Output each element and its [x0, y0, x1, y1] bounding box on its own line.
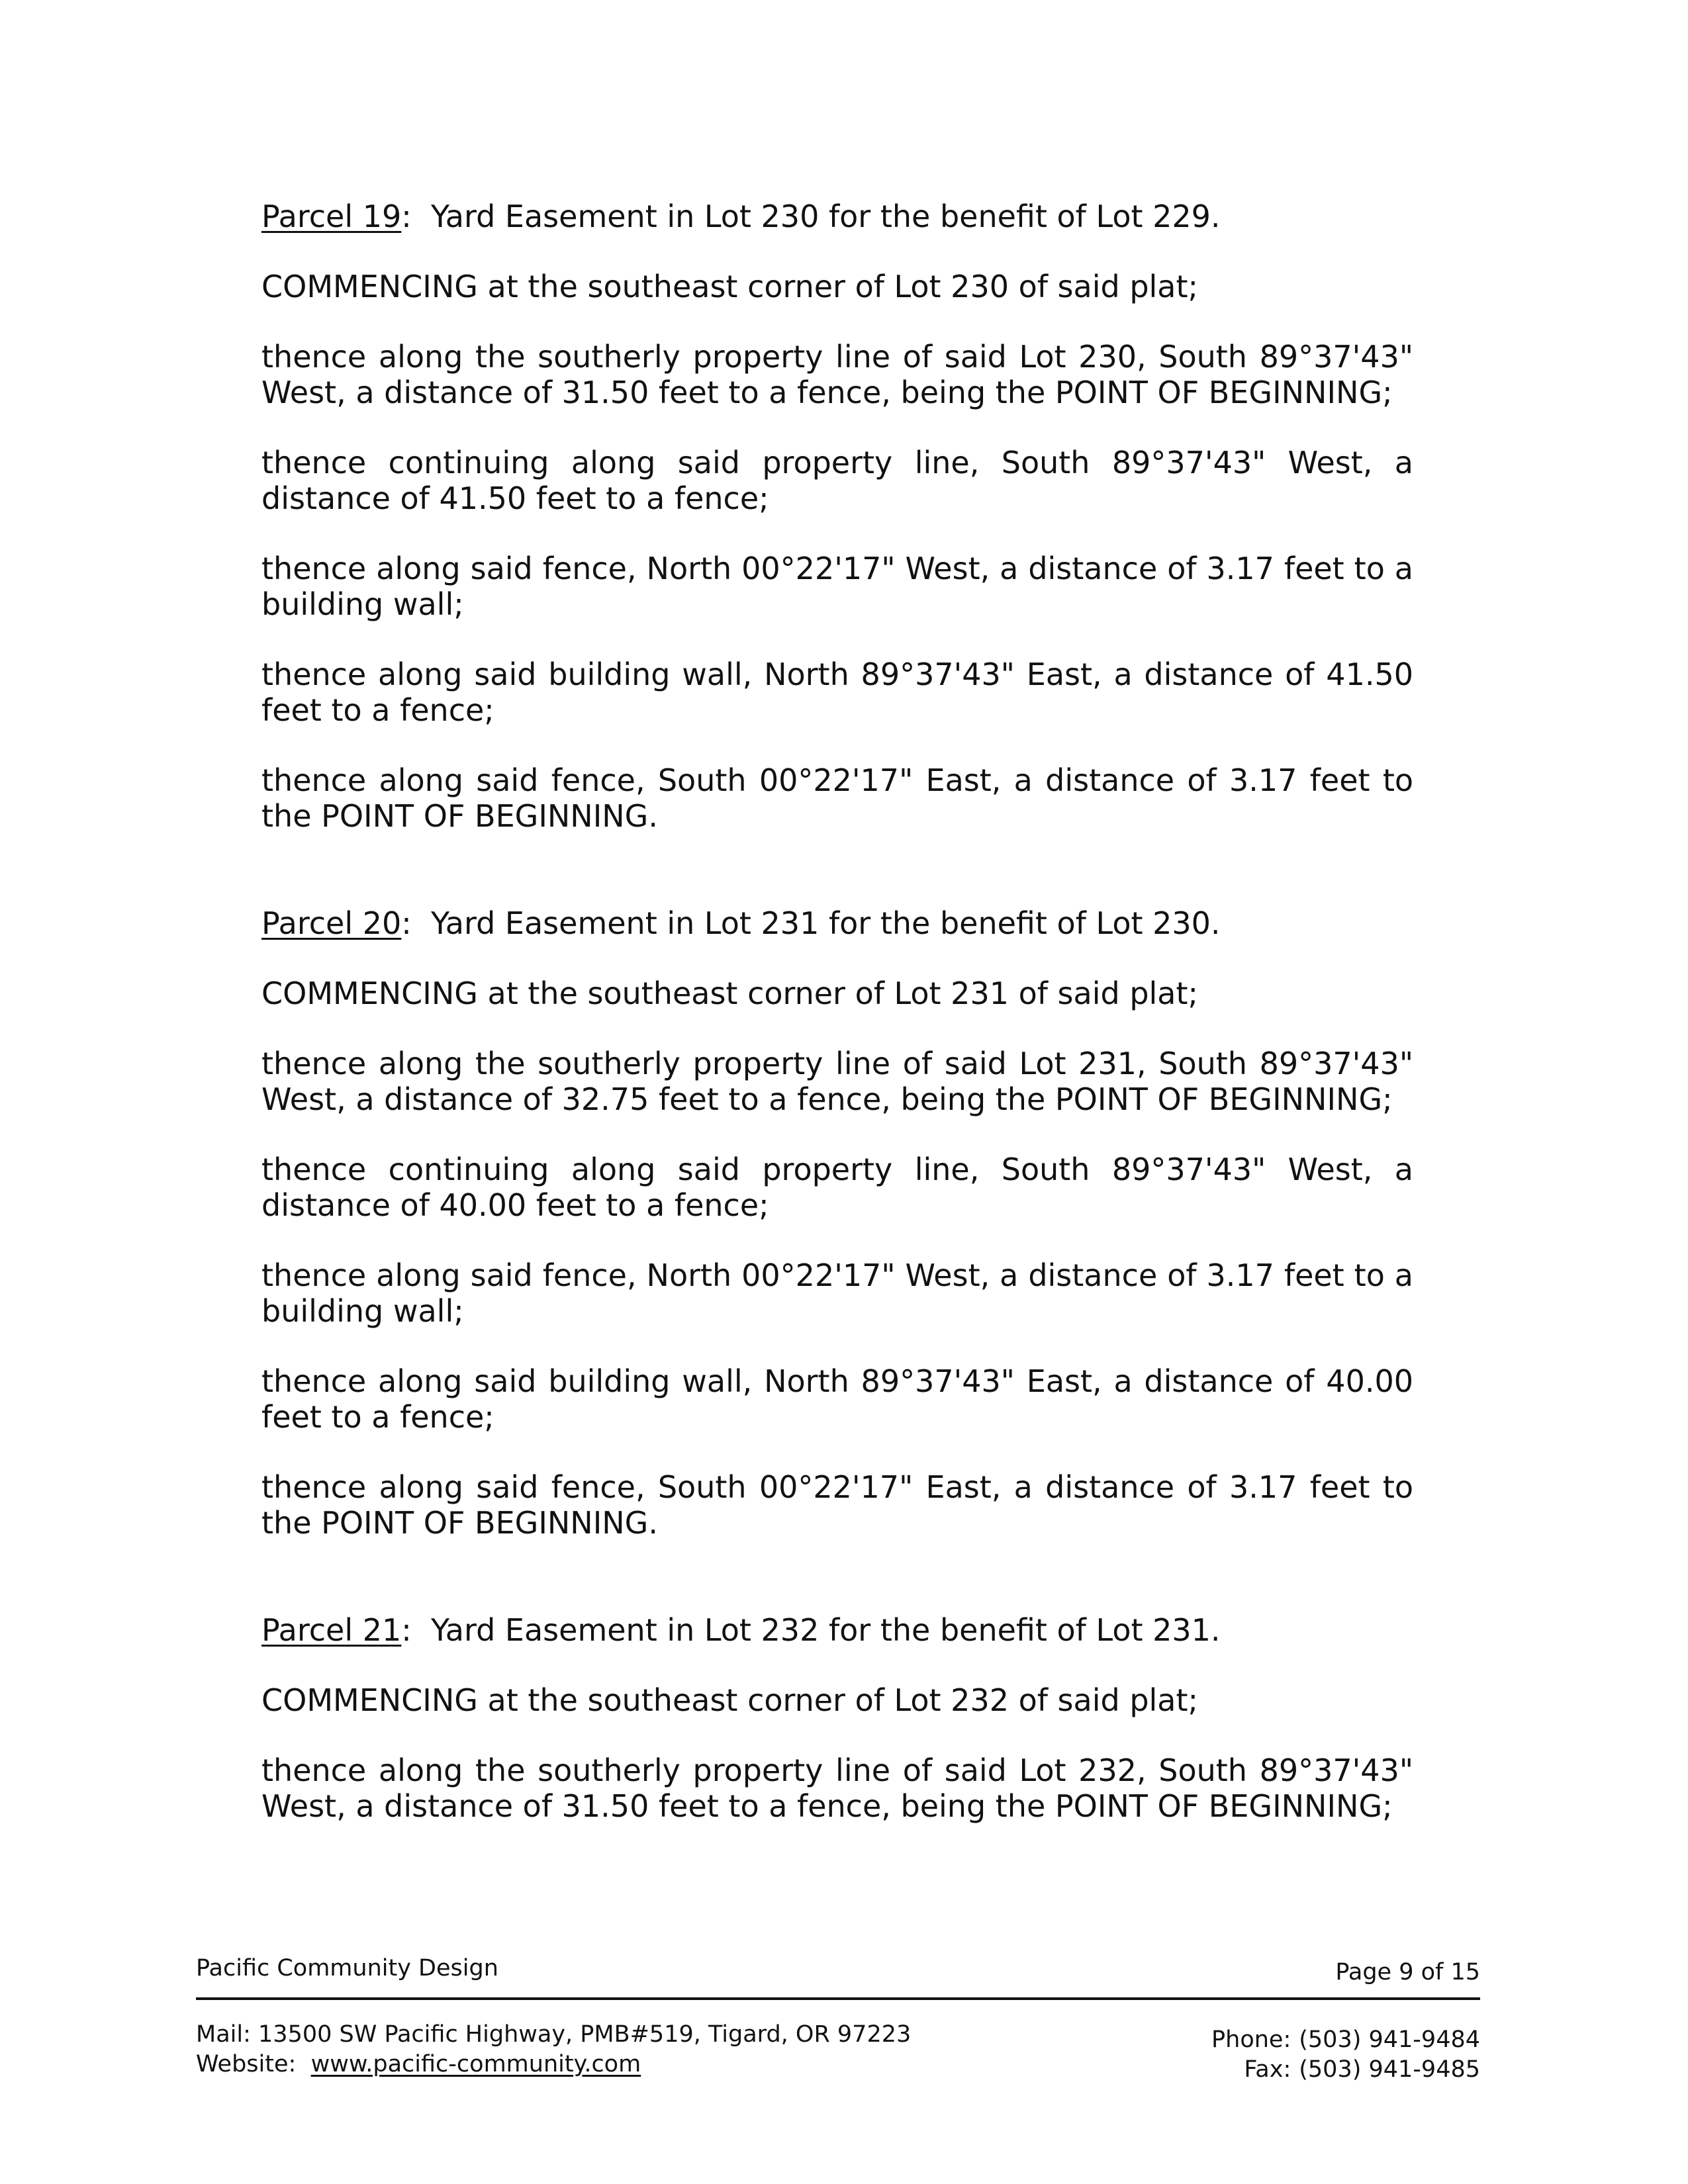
- fax-number: (503) 941-9485: [1299, 2056, 1480, 2083]
- page-number: Page 9 of 15: [1335, 1959, 1480, 1985]
- parcel-label: Parcel 19: [261, 199, 402, 234]
- parcel-title: Yard Easement in Lot 231 for the benefit of Lot 230.: [431, 905, 1221, 941]
- paragraph: thence along said building wall, North 89°37'43" East, a distance of 40.00 feet to a fence;: [261, 1363, 1413, 1435]
- paragraph: COMMENCING at the southeast corner of Lot 232 of said plat;: [261, 1682, 1199, 1718]
- parcel-section: [261, 905, 1413, 1541]
- paragraph: thence along said fence, South 00°22'17" East, a distance of 3.17 feet to the POINT OF BEGINNING.: [261, 1469, 1413, 1541]
- footer-fax-line: [1192, 2055, 1480, 2085]
- fax-label: Fax:: [1244, 2056, 1291, 2083]
- footer-contact: [196, 2020, 1480, 2093]
- paragraph: COMMENCING at the southeast corner of Lot 230 of said plat;: [261, 269, 1199, 304]
- parcel-heading: Parcel 20: Yard Easement in Lot 231 for the benefit of Lot 230.: [261, 905, 1221, 941]
- paragraph: thence continuing along said property line, South 89°37'43" West, a distance of 40.00 feet to a fence;: [261, 1152, 1413, 1223]
- paragraph: thence along said fence, North 00°22'17" West, a distance of 3.17 feet to a building wall;: [261, 1257, 1413, 1329]
- website-link[interactable]: www.pacific-community.com: [310, 2051, 641, 2077]
- footer-contact-left: [196, 2020, 911, 2079]
- paragraph: COMMENCING at the southeast corner of Lot 231 of said plat;: [261, 976, 1199, 1011]
- paragraph: thence along said fence, South 00°22'17" East, a distance of 3.17 feet to the POINT OF BEGINNING.: [261, 762, 1413, 834]
- website-label: Website:: [196, 2051, 297, 2077]
- footer-mail-line: [196, 2020, 911, 2050]
- parcel-label: Parcel 21: [261, 1612, 402, 1648]
- parcel-section: [261, 199, 1413, 834]
- footer-company: Pacific Community Design: [196, 1955, 498, 1981]
- paragraph: thence along the southerly property line of said Lot 230, South 89°37'43" West, a distance of 31.50 feet to a fence, being the POINT OF BEGINNING;: [261, 339, 1413, 410]
- parcel-heading: Parcel 19: Yard Easement in Lot 230 for the benefit of Lot 229.: [261, 199, 1221, 234]
- footer-contact-right: [1192, 2025, 1480, 2085]
- paragraph: thence along said fence, North 00°22'17" West, a distance of 3.17 feet to a building wall;: [261, 551, 1413, 622]
- paragraph: thence along said building wall, North 89°37'43" East, a distance of 41.50 feet to a fence;: [261, 657, 1413, 728]
- parcel-title: Yard Easement in Lot 230 for the benefit of Lot 229.: [431, 199, 1221, 234]
- phone-number: (503) 941-9484: [1299, 2026, 1480, 2053]
- parcel-label: Parcel 20: [261, 905, 402, 941]
- document-body: [261, 199, 1413, 1895]
- phone-label: Phone:: [1211, 2026, 1291, 2053]
- footer-header: [196, 1954, 1480, 1987]
- paragraph: thence continuing along said property line, South 89°37'43" West, a distance of 41.50 feet to a fence;: [261, 445, 1413, 516]
- mail-address: 13500 SW Pacific Highway, PMB#519, Tigard, OR 97223: [258, 2021, 912, 2048]
- mail-label: Mail:: [196, 2021, 251, 2048]
- parcel-heading: Parcel 21: Yard Easement in Lot 232 for the benefit of Lot 231.: [261, 1612, 1221, 1648]
- footer-divider: [196, 1997, 1480, 2000]
- parcel-title: Yard Easement in Lot 232 for the benefit of Lot 231.: [431, 1612, 1221, 1648]
- paragraph: thence along the southerly property line of said Lot 231, South 89°37'43" West, a distance of 32.75 feet to a fence, being the POINT OF BEGINNING;: [261, 1046, 1413, 1117]
- footer-phone-line: [1192, 2025, 1480, 2055]
- parcel-section: [261, 1612, 1413, 1824]
- paragraph: thence along the southerly property line of said Lot 232, South 89°37'43" West, a distance of 31.50 feet to a fence, being the POINT OF BEGINNING;: [261, 1752, 1413, 1824]
- footer-website-line: [196, 2050, 911, 2079]
